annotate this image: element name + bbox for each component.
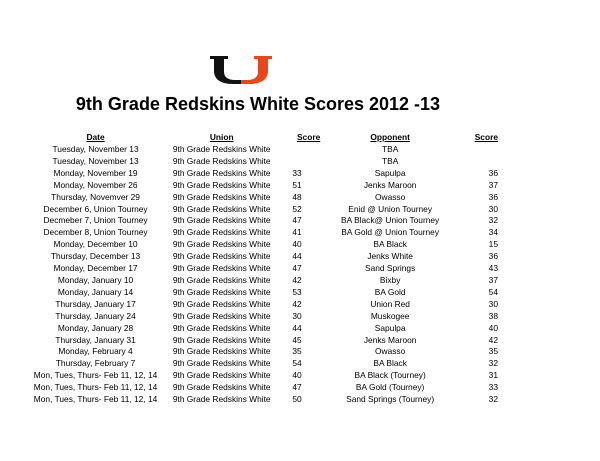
cell-opponent-score: 32 [488, 215, 498, 226]
cell-opponent-score: 32 [488, 358, 498, 369]
cell-score: 47 [292, 263, 302, 274]
cell-opponent: Jenks Maroon [363, 179, 417, 190]
cell-date: Tuesday, November 13 [52, 155, 139, 166]
cell-score: 40 [292, 239, 302, 250]
cell-date: December 6, Union Tourney [43, 203, 148, 214]
table-row [30, 156, 500, 168]
cell-opponent: BA Black [373, 239, 407, 250]
cell-date: Mon, Tues, Thurs- Feb 11, 12, 14 [33, 394, 158, 405]
cell-opponent: Sapulpa [374, 167, 406, 178]
cell-date: Monday, November 19 [53, 167, 138, 178]
cell-union: 9th Grade Redskins White [172, 274, 271, 285]
cell-opponent: TBA [382, 144, 399, 154]
cell-union: 9th Grade Redskins White [172, 310, 271, 321]
table-row [30, 335, 500, 347]
cell-date: Mon, Tues, Thurs- Feb 11, 12, 14 [33, 370, 158, 381]
cell-opponent: Owasso [375, 191, 406, 202]
table-row [30, 275, 500, 287]
cell-opponent: BA Gold (Tourney) [355, 382, 425, 393]
table-row [30, 215, 500, 227]
cell-score: 42 [292, 274, 302, 285]
table-row [30, 358, 500, 370]
cell-opponent: Sand Springs [365, 263, 416, 274]
table-row [30, 346, 500, 358]
cell-score [282, 144, 335, 156]
cell-union: 9th Grade Redskins White [172, 346, 271, 357]
cell-opponent-score: 40 [488, 322, 498, 333]
cell-opponent-score: 30 [488, 298, 498, 309]
cell-union: 9th Grade Redskins White [172, 370, 271, 381]
cell-score: 42 [292, 298, 302, 309]
cell-union: 9th Grade Redskins White [172, 394, 271, 405]
cell-opponent: Owasso [375, 346, 406, 357]
table-row [30, 227, 500, 239]
cell-union: 9th Grade Redskins White [172, 322, 271, 333]
cell-date: Tuesday, November 13 [52, 144, 139, 154]
cell-score: 45 [292, 334, 302, 345]
cell-date: December 8, Union Tourney [43, 227, 148, 238]
header-union: Union [209, 132, 234, 143]
table-row [30, 239, 500, 251]
cell-opponent: Jenks White [367, 251, 413, 262]
cell-date: Monday, January 14 [57, 286, 134, 297]
table-row [30, 311, 500, 323]
table-row [30, 287, 500, 299]
table-row [30, 144, 500, 156]
cell-score: 51 [292, 179, 302, 190]
table-row [30, 168, 500, 180]
table-row [30, 382, 500, 394]
table-row [30, 370, 500, 382]
cell-opponent-score: 36 [488, 251, 498, 262]
cell-opponent-score: 34 [488, 227, 498, 238]
cell-date: Thursday, February 7 [55, 358, 136, 369]
cell-opponent: BA Black [373, 358, 407, 369]
cell-score [282, 156, 335, 168]
table-row [30, 251, 500, 263]
cell-opponent: Sapulpa [374, 322, 406, 333]
header-opponent-score: Score [474, 132, 498, 143]
header-score: Score [296, 132, 321, 143]
cell-score: 50 [292, 394, 302, 405]
table-row [30, 394, 500, 406]
cell-date: Thursday, January 24 [55, 310, 136, 321]
cell-opponent-score: 54 [488, 286, 498, 297]
cell-opponent: Union Red [370, 298, 410, 309]
cell-union: 9th Grade Redskins White [172, 144, 271, 154]
header-row [30, 132, 500, 144]
cell-score: 53 [292, 286, 302, 297]
cell-union: 9th Grade Redskins White [172, 382, 271, 393]
cell-opponent-score [445, 156, 500, 168]
cell-union: 9th Grade Redskins White [172, 167, 271, 178]
table-row [30, 323, 500, 335]
table-row [30, 204, 500, 216]
cell-date: Thursday, January 31 [55, 334, 136, 345]
cell-score: 48 [292, 191, 302, 202]
cell-union: 9th Grade Redskins White [172, 358, 271, 369]
cell-union: 9th Grade Redskins White [172, 227, 271, 238]
table-row [30, 263, 500, 275]
cell-opponent: Enid @ Union Tourney [348, 203, 433, 214]
cell-union: 9th Grade Redskins White [172, 179, 271, 190]
cell-union: 9th Grade Redskins White [172, 298, 271, 309]
cell-opponent-score: 37 [488, 274, 498, 285]
cell-score: 47 [292, 382, 302, 393]
cell-union: 9th Grade Redskins White [172, 191, 271, 202]
cell-union: 9th Grade Redskins White [172, 286, 271, 297]
cell-score: 54 [292, 358, 302, 369]
cell-opponent: BA Black@ Union Tourney [341, 215, 440, 226]
cell-opponent: TBA [382, 155, 399, 166]
cell-union: 9th Grade Redskins White [172, 251, 271, 262]
cell-opponent-score: 43 [488, 263, 498, 274]
cell-date: Decmeber 7, Union Tourney [43, 215, 148, 226]
cell-score: 41 [292, 227, 302, 238]
cell-union: 9th Grade Redskins White [172, 239, 271, 250]
table-body [30, 144, 500, 406]
cell-opponent-score: 30 [488, 203, 498, 214]
table-row [30, 180, 500, 192]
cell-union: 9th Grade Redskins White [172, 155, 271, 166]
cell-union: 9th Grade Redskins White [172, 263, 271, 274]
cell-date: Mon, Tues, Thurs- Feb 11, 12, 14 [33, 382, 158, 393]
cell-opponent-score: 36 [488, 167, 498, 178]
cell-score: 47 [292, 215, 302, 226]
scores-table [30, 132, 500, 406]
cell-opponent-score: 15 [488, 239, 498, 250]
cell-opponent-score: 32 [488, 394, 498, 405]
table-row [30, 299, 500, 311]
cell-score: 44 [292, 251, 302, 262]
header-date: Date [86, 132, 105, 143]
cell-score: 35 [292, 346, 302, 357]
cell-score: 33 [292, 167, 302, 178]
cell-opponent: Jenks Maroon [363, 334, 417, 345]
cell-date: Thursday, Novemver 29 [51, 191, 140, 202]
cell-score: 44 [292, 322, 302, 333]
cell-opponent: Bixby [379, 274, 401, 285]
cell-date: Monday, February 4 [58, 346, 133, 357]
cell-score: 52 [292, 203, 302, 214]
cell-union: 9th Grade Redskins White [172, 334, 271, 345]
cell-opponent-score: 35 [488, 346, 498, 357]
cell-opponent: Muskogee [370, 310, 410, 321]
cell-score: 40 [292, 370, 302, 381]
cell-date: Monday, January 28 [57, 322, 134, 333]
table-row [30, 192, 500, 204]
cell-date: Thursday, January 17 [55, 298, 136, 309]
page-title: 9th Grade Redskins White Scores 2012 -13 [75, 94, 441, 114]
cell-opponent: Sand Springs (Tourney) [346, 394, 435, 405]
cell-opponent: BA Gold [374, 286, 406, 297]
cell-date: Thursday, December 13 [50, 251, 141, 262]
cell-date: Monday, November 26 [53, 179, 138, 190]
cell-union: 9th Grade Redskins White [172, 215, 271, 226]
cell-date: Monday, December 10 [53, 239, 138, 250]
cell-opponent-score: 31 [488, 370, 498, 381]
cell-opponent: BA Black (Tourney) [354, 370, 426, 381]
cell-opponent-score: 38 [488, 310, 498, 321]
cell-union: 9th Grade Redskins White [172, 203, 271, 214]
cell-date: Monday, December 17 [53, 263, 138, 274]
cell-opponent-score: 33 [488, 382, 498, 393]
cell-opponent-score [445, 144, 500, 156]
cell-score: 30 [292, 310, 302, 321]
cell-opponent-score: 37 [488, 179, 498, 190]
header-opponent: Opponent [370, 132, 410, 143]
cell-opponent-score: 42 [488, 334, 498, 345]
cell-opponent: BA Gold @ Union Tourney [341, 227, 440, 238]
cell-opponent-score: 36 [488, 191, 498, 202]
cell-date: Monday, January 10 [57, 274, 134, 285]
union-u-logo [209, 56, 273, 84]
